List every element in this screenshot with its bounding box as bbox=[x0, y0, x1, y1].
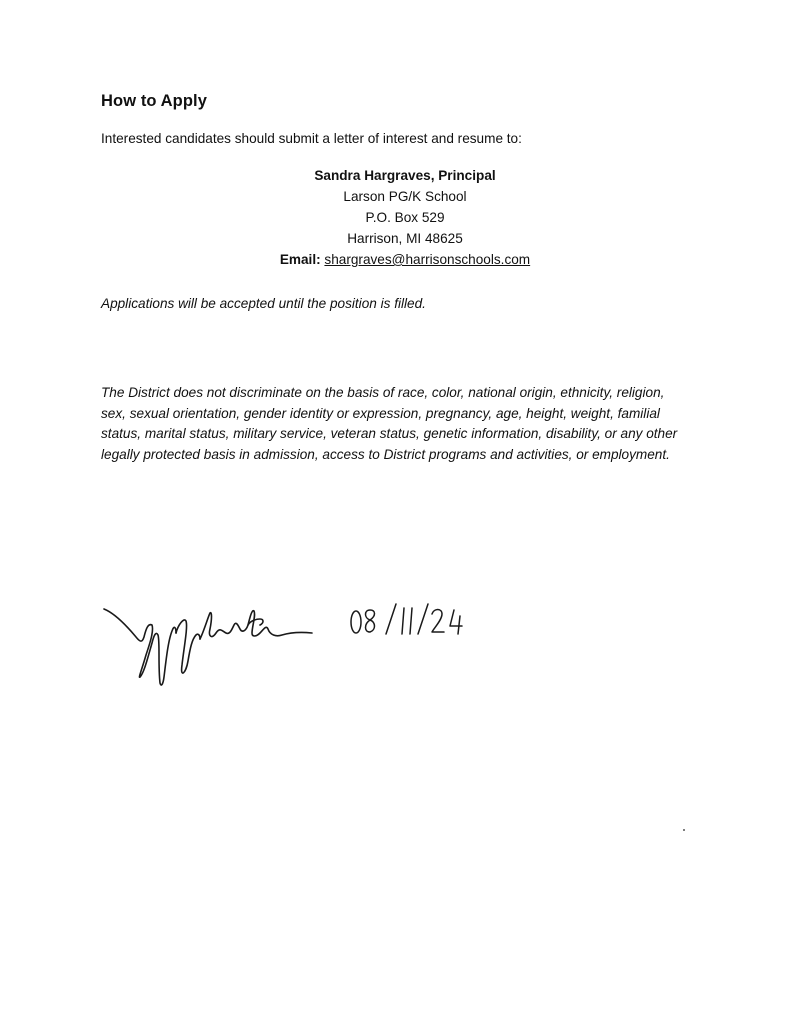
policy-line: legally protected basis in admission, access to District programs and activities, or employment. bbox=[101, 446, 670, 462]
policy-line: The District does not discriminate on the basis of race, color, national origin, ethnicity, religion, bbox=[101, 385, 665, 400]
contact-name: Sandra Hargraves, Principal bbox=[314, 168, 496, 183]
policy-line: status, marital status, military service, veteran status, genetic information, disability, or any other bbox=[101, 426, 678, 441]
scan-speck bbox=[683, 829, 685, 831]
contact-school: Larson PG/K School bbox=[343, 189, 467, 204]
policy-line: sex, sexual orientation, gender identity or expression, pregnancy, age, height, weight, familial bbox=[101, 405, 660, 421]
contact-address-block bbox=[240, 165, 570, 270]
contact-city-state-zip: Harrison, MI 48625 bbox=[347, 231, 463, 246]
handwritten-date bbox=[346, 600, 476, 650]
email-label: Email: bbox=[279, 252, 321, 267]
section-heading: How to Apply bbox=[101, 92, 207, 110]
nondiscrimination-policy bbox=[101, 383, 721, 465]
contact-po-box: P.O. Box 529 bbox=[365, 210, 445, 225]
handwritten-signature bbox=[100, 595, 315, 695]
contact-email-line bbox=[240, 249, 570, 270]
acceptance-note: Applications will be accepted until the position is filled. bbox=[101, 296, 426, 311]
intro-text: Interested candidates should submit a letter of interest and resume to: bbox=[101, 131, 522, 146]
email-link[interactable]: shargraves@harrisonschools.com bbox=[324, 252, 531, 267]
